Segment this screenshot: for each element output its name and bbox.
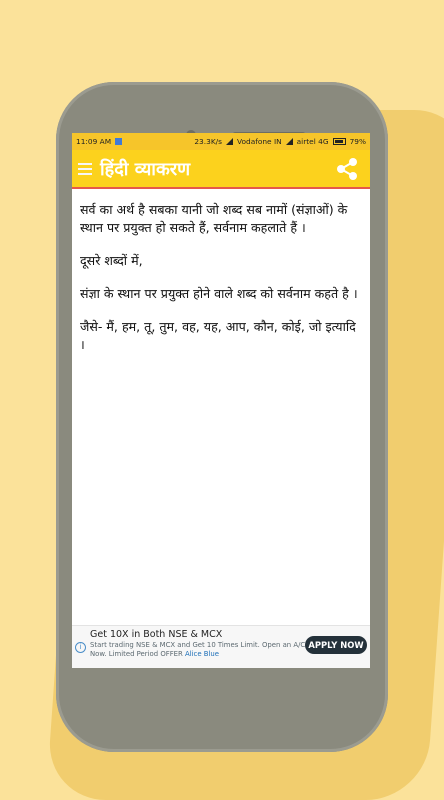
phone-screen (72, 133, 370, 668)
paragraph: सर्व का अर्थ है सबका यानी जो शब्द सब नामों (संज्ञाओं) के स्थान पर प्रयुक्त हो सकते हैं, सर्वनाम कहलाते हैं । (80, 202, 348, 235)
carrier-2: airtel 4G (296, 137, 329, 146)
status-time: 11:09 AM (76, 137, 112, 146)
signal-icon (286, 138, 293, 145)
menu-icon[interactable] (78, 163, 92, 175)
network-speed: 23.3K/s (194, 137, 223, 146)
paragraph: जैसे- मैं, हम, तू, तुम, वह, यह, आप, कौन, कोई, जो इत्यादि । (80, 319, 356, 352)
share-icon[interactable] (334, 156, 360, 182)
carrier-1: Vodafone IN (237, 137, 282, 146)
ad-description (90, 641, 308, 659)
battery-icon (333, 138, 346, 145)
notification-icon (115, 138, 122, 145)
status-bar (72, 133, 370, 150)
paragraph: संज्ञा के स्थान पर प्रयुक्त होने वाले शब्द को सर्वनाम कहते है । (80, 286, 358, 301)
ad-banner[interactable] (72, 625, 370, 668)
ad-title[interactable]: Get 10X in Both NSE & MCX (90, 629, 223, 640)
paragraph: दूसरे शब्दों में, (80, 253, 143, 268)
battery-level: 79% (349, 137, 366, 146)
article-content (72, 189, 370, 354)
ad-description-text: Start trading NSE & MCX and Get 10 Times Limit. Open an A/C Now. Limited Period OFFER (90, 641, 306, 658)
info-icon[interactable]: i (75, 642, 86, 653)
app-bar (72, 150, 370, 189)
app-title: हिंदी व्याकरण (100, 158, 191, 180)
signal-icon (226, 138, 233, 145)
apply-now-button[interactable]: APPLY NOW (305, 636, 367, 654)
ad-advertiser[interactable]: Alice Blue (185, 650, 220, 658)
